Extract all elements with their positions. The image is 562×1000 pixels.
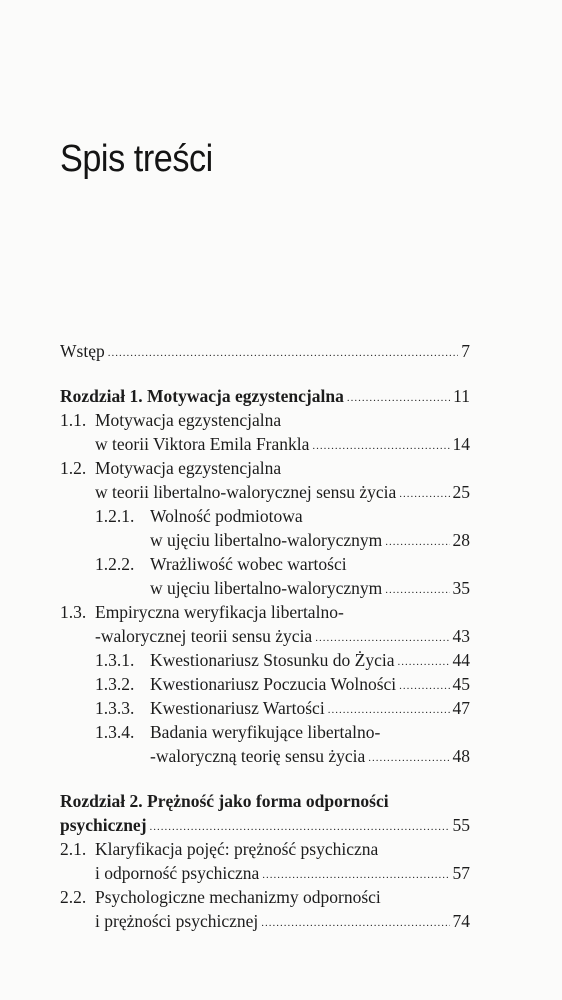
leader-dots <box>397 650 449 674</box>
toc-subsection-1-2-1-cont[interactable] <box>150 528 470 555</box>
toc-section-2-1[interactable] <box>60 837 470 861</box>
toc-section-number: 1.2.1. <box>95 506 135 526</box>
toc-section-1-2[interactable] <box>60 456 470 480</box>
toc-entry-intro[interactable] <box>60 339 470 366</box>
toc-chapter-1[interactable] <box>60 384 470 411</box>
leader-dots <box>385 578 449 602</box>
toc-section-number: 1.2. <box>60 458 87 478</box>
toc-page-number: 25 <box>452 482 470 502</box>
toc-page-number: 57 <box>452 863 470 883</box>
toc-subsection-1-3-4[interactable] <box>95 720 470 744</box>
toc-page-number: 44 <box>452 650 470 670</box>
toc-page-number: 28 <box>452 530 470 550</box>
toc-entry-text: Badania weryfikujące libertalno- <box>150 722 381 742</box>
leader-dots <box>347 386 450 410</box>
toc-entry-text: Wrażliwość wobec wartości <box>150 554 347 574</box>
toc-entry-text: Motywacja egzystencjalna <box>95 410 282 430</box>
toc-entry-text: -waloryczną teorię sensu życia <box>150 746 366 766</box>
toc-entry-text: Rozdział 2. Prężność jako forma odporności <box>60 791 389 811</box>
toc-section-number: 1.3.3. <box>95 698 135 718</box>
toc-subsection-1-3-4-cont[interactable] <box>150 744 470 771</box>
toc-subsection-1-2-2-cont[interactable] <box>150 576 470 603</box>
page-title: Spis treści <box>60 138 213 180</box>
toc-page-number: 43 <box>452 626 470 646</box>
toc-section-number: 1.3. <box>60 602 87 622</box>
toc-subsection-1-3-1[interactable] <box>95 648 470 675</box>
toc-section-1-1[interactable] <box>60 408 470 432</box>
toc-entry-text: Klaryfikacja pojęć: prężność psychiczna <box>95 839 379 859</box>
toc-page-number: 7 <box>461 341 470 361</box>
toc-chapter-2[interactable] <box>60 789 470 813</box>
toc-entry-text: w ujęciu libertalno-walorycznym <box>150 530 383 550</box>
leader-dots <box>150 815 450 839</box>
toc-page-number: 74 <box>452 911 470 931</box>
toc-section-number: 1.1. <box>60 410 87 430</box>
leader-dots <box>385 530 449 554</box>
toc-section-number: 1.2.2. <box>95 554 135 574</box>
toc-entry-text: w teorii Viktora Emila Frankla <box>95 434 310 454</box>
toc-section-2-1-cont[interactable] <box>95 861 470 888</box>
leader-dots <box>399 674 449 698</box>
leader-dots <box>368 746 449 770</box>
toc-section-number: 2.1. <box>60 839 87 859</box>
toc-page-number: 48 <box>452 746 470 766</box>
toc-entry-text: Rozdział 1. Motywacja egzystencjalna <box>60 386 344 406</box>
leader-dots <box>315 626 449 650</box>
toc-entry-text: w ujęciu libertalno-walorycznym <box>150 578 383 598</box>
leader-dots <box>312 434 449 458</box>
toc-page-number: 35 <box>452 578 470 598</box>
toc-subsection-1-3-2[interactable] <box>95 672 470 699</box>
toc-subsection-1-2-1[interactable] <box>95 504 470 528</box>
toc-entry-text: Motywacja egzystencjalna <box>95 458 282 478</box>
toc-entry-text: Kwestionariusz Stosunku do Życia <box>150 650 395 670</box>
toc-subsection-1-2-2[interactable] <box>95 552 470 576</box>
toc-subsection-1-3-3[interactable] <box>95 696 470 723</box>
toc-section-2-2-cont[interactable] <box>95 909 470 936</box>
toc-section-1-1-cont[interactable] <box>95 432 470 459</box>
toc-page-number: 14 <box>452 434 470 454</box>
toc-entry-text: Empiryczna weryfikacja libertalno- <box>95 602 344 622</box>
toc-section-number: 1.3.4. <box>95 722 135 742</box>
leader-dots <box>399 482 449 506</box>
toc-entry-text: psychicznej <box>60 815 147 835</box>
toc-page-number: 45 <box>452 674 470 694</box>
toc-section-1-3-cont[interactable] <box>95 624 470 651</box>
toc-section-number: 2.2. <box>60 887 87 907</box>
leader-dots <box>328 698 450 722</box>
toc-section-2-2[interactable] <box>60 885 470 909</box>
toc-entry-text: w teorii libertalno-walorycznej sensu życia <box>95 482 397 502</box>
toc-entry-text: Kwestionariusz Wartości <box>150 698 325 718</box>
toc-chapter-2-cont[interactable] <box>60 813 470 840</box>
leader-dots <box>262 863 449 887</box>
toc-section-number: 1.3.2. <box>95 674 135 694</box>
toc-entry-text: -walorycznej teorii sensu życia <box>95 626 313 646</box>
toc-entry-text: Psychologiczne mechanizmy odporności <box>95 887 381 907</box>
toc-section-1-2-cont[interactable] <box>95 480 470 507</box>
leader-dots <box>108 341 459 365</box>
toc-entry-text: i odporność psychiczna <box>95 863 260 883</box>
leader-dots <box>261 911 449 935</box>
toc-page-number: 11 <box>453 386 470 406</box>
toc-entry-text: Kwestionariusz Poczucia Wolności <box>150 674 397 694</box>
toc-entry-text: i prężności psychicznej <box>95 911 259 931</box>
toc-page-number: 47 <box>452 698 470 718</box>
toc-section-number: 1.3.1. <box>95 650 135 670</box>
toc-section-1-3[interactable] <box>60 600 470 624</box>
toc-entry-text: Wstęp <box>60 341 105 361</box>
toc-entry-text: Wolność podmiotowa <box>150 506 303 526</box>
toc-page-number: 55 <box>452 815 470 835</box>
